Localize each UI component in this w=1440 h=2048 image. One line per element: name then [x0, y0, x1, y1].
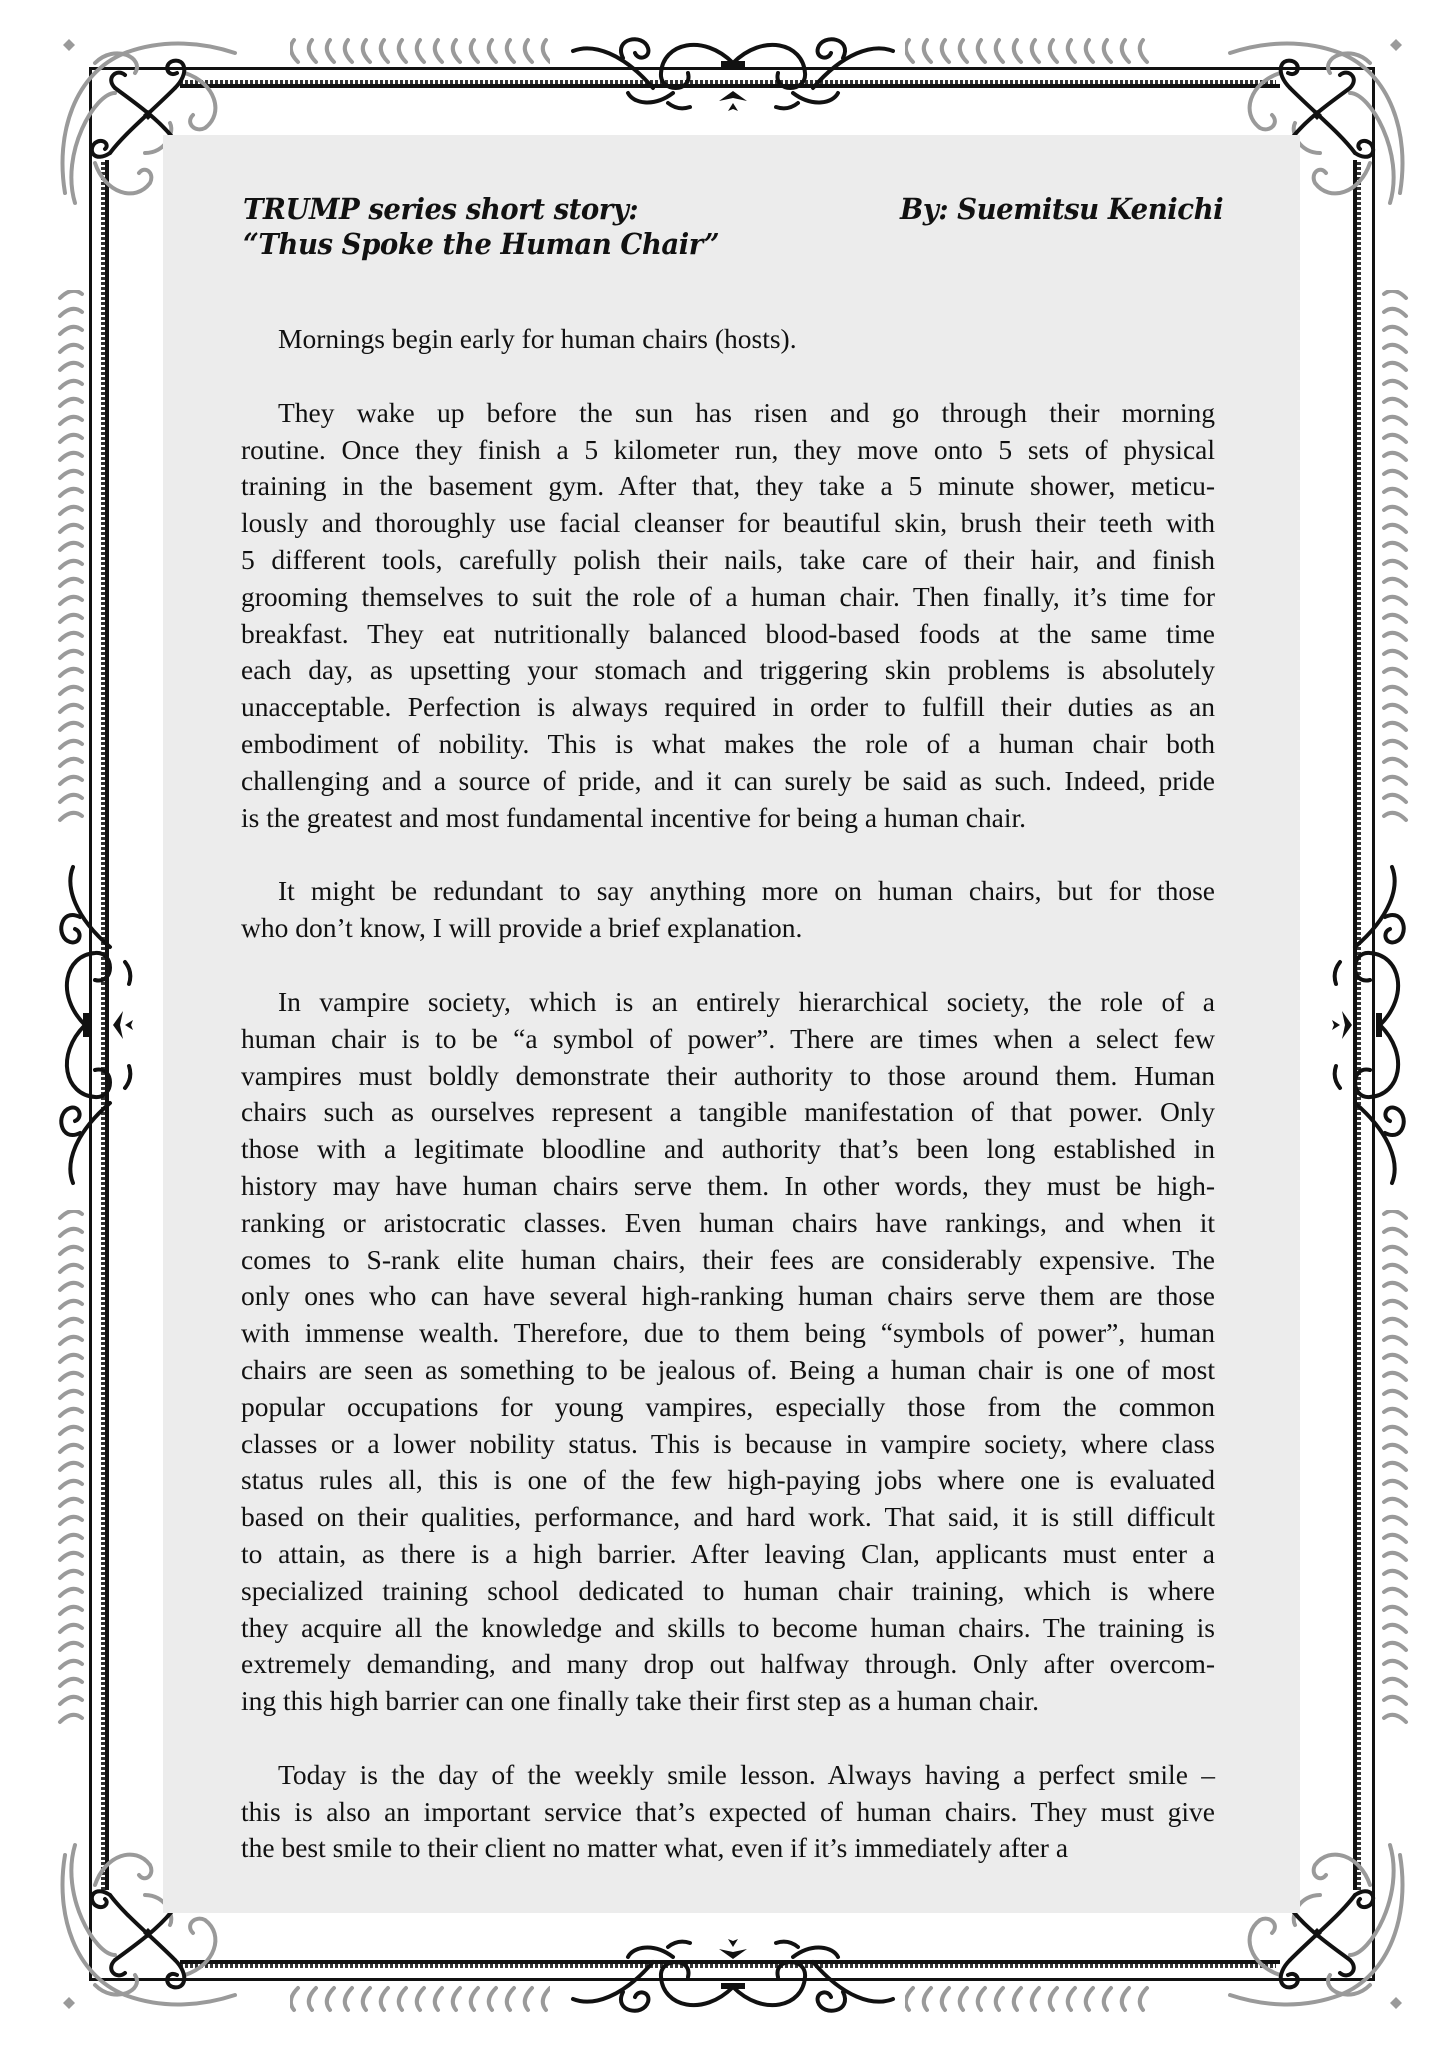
chevron-mark [60, 1283, 82, 1290]
chevron-mark [60, 435, 82, 442]
text-line: ing this high barrier can one finally take their first step as a human chair. [241, 1685, 1040, 1717]
chevron-mark [60, 525, 82, 532]
chevron-mark [1384, 399, 1406, 406]
chevron-mark [1384, 1373, 1406, 1380]
text-line: vampires must boldly demonstrate their authority to those around them. Human [241, 1059, 1215, 1091]
text-line: those with a legitimate bloodline and authority that’s been long established in [241, 1133, 1215, 1165]
chevron-mark [60, 687, 82, 694]
chevron-mark [1384, 1319, 1406, 1326]
chevron-mark [60, 1211, 82, 1218]
chevron-mark [60, 1571, 82, 1578]
chevron-mark [1384, 651, 1406, 658]
chevron-mark [60, 1391, 82, 1398]
text-line: only ones who can have several high-ranking human chairs serve them are those [241, 1280, 1215, 1312]
chevron-mark [60, 1229, 82, 1236]
chevron-mark [60, 507, 82, 514]
chevron-mark [60, 1463, 82, 1470]
chevron-mark [60, 1499, 82, 1506]
chevron-mark [1384, 615, 1406, 622]
text-line: human chair is to be “a symbol of power”. There are times when a select few [241, 1022, 1215, 1054]
text-line: each day, as upsetting your stomach and triggering skin problems is absolutely [241, 654, 1215, 686]
chevron-mark [60, 1409, 82, 1416]
chevron-mark [60, 1535, 82, 1542]
text-line: routine. Once they finish a 5 kilometer run, they move onto 5 sets of physical [241, 433, 1215, 465]
center-scroll-bottom-icon [553, 1932, 913, 2017]
chevron-mark [1384, 435, 1406, 442]
text-line: training in the basement gym. After that, they take a 5 minute shower, meticu- [241, 470, 1215, 502]
chevron-mark [60, 1355, 82, 1362]
chevron-mark [60, 1427, 82, 1434]
chevron-mark [1384, 1679, 1406, 1686]
chevron-mark [60, 1589, 82, 1596]
chevron-mark [60, 471, 82, 478]
chevron-mark [1384, 813, 1406, 820]
chevron-mark [1384, 633, 1406, 640]
chevron-mark [60, 579, 82, 586]
text-line: who don’t know, I will provide a brief explanation. [241, 912, 803, 944]
chevron-pattern-top-right-icon [905, 36, 1165, 66]
text-line: history may have human chairs serve them. In other words, they must be high- [241, 1169, 1215, 1201]
chevron-mark [60, 1445, 82, 1452]
chevron-mark [60, 309, 82, 316]
chevron-mark [1384, 1589, 1406, 1596]
chevron-mark [1384, 795, 1406, 802]
chevron-mark [60, 1373, 82, 1380]
text-line: popular occupations for young vampires, especially those from the common [241, 1390, 1215, 1422]
chevron-mark [1384, 453, 1406, 460]
chevron-mark [1384, 327, 1406, 334]
text-line: Today is the day of the weekly smile lesson. Always having a perfect smile – [278, 1758, 1215, 1790]
text-line: 5 different tools, carefully polish their nails, take care of their hair, and finish [241, 543, 1215, 575]
chevron-mark [1384, 1355, 1406, 1362]
chevron-pattern-left-lower-icon [56, 1210, 86, 1730]
chevron-mark [60, 651, 82, 658]
chevron-mark [60, 1481, 82, 1488]
chevron-mark [1384, 381, 1406, 388]
chevron-mark [60, 1247, 82, 1254]
text-line: specialized training school dedicated to human chair training, which is where [241, 1574, 1215, 1606]
paragraph [241, 395, 1215, 837]
chevron-mark [60, 489, 82, 496]
chevron-mark [1384, 1625, 1406, 1632]
chevron-pattern-bottom-left-icon [290, 1984, 550, 2014]
text-line: It might be redundant to say anything more on human chairs, but for those [278, 875, 1215, 907]
author-byline: By: Suemitsu Kenichi [899, 192, 1223, 226]
text-line: with immense wealth. Therefore, due to them being “symbols of power”, human [241, 1317, 1215, 1349]
chevron-mark [60, 291, 82, 298]
chevron-mark [1384, 1445, 1406, 1452]
chevron-mark [1384, 705, 1406, 712]
story-header [243, 192, 1223, 262]
chevron-mark [60, 1337, 82, 1344]
chevron-mark [1384, 1463, 1406, 1470]
chevron-mark [1384, 723, 1406, 730]
chevron-mark [60, 561, 82, 568]
chevron-mark [60, 1625, 82, 1632]
chevron-mark [60, 453, 82, 460]
text-line: unacceptable. Perfection is always required in order to fulfill their duties as an [241, 691, 1215, 723]
chevron-pattern-top-left-icon [290, 36, 550, 66]
story-title-line-1: TRUMP series short story: [243, 192, 639, 226]
chevron-mark [60, 1607, 82, 1614]
text-line: They wake up before the sun has risen and go through their morning [278, 396, 1215, 428]
chevron-mark [60, 399, 82, 406]
chevron-mark [1384, 687, 1406, 694]
text-line: challenging and a source of pride, and it can surely be said as such. Indeed, pride [241, 764, 1215, 796]
text-line: status rules all, this is one of the few high-paying jobs where one is evaluated [241, 1464, 1215, 1496]
text-line: chairs such as ourselves represent a tangible manifestation of that power. Only [241, 1096, 1215, 1128]
chevron-mark [1384, 1571, 1406, 1578]
chevron-mark [1384, 363, 1406, 370]
chevron-mark [60, 615, 82, 622]
text-line: this is also an important service that’s expected of human chairs. They must give [241, 1795, 1215, 1827]
center-scroll-right-icon [1325, 847, 1410, 1203]
paragraph [241, 1757, 1215, 1867]
chevron-mark [1384, 1427, 1406, 1434]
chevron-mark [1384, 1697, 1406, 1704]
chevron-mark [1384, 1499, 1406, 1506]
chevron-mark [60, 543, 82, 550]
chevron-mark [1384, 1337, 1406, 1344]
chevron-pattern-right-lower-icon [1380, 1210, 1410, 1730]
chevron-mark [1384, 543, 1406, 550]
chevron-mark [60, 1301, 82, 1308]
chevron-mark [60, 1319, 82, 1326]
text-line: embodiment of nobility. This is what makes the role of a human chair both [241, 727, 1215, 759]
chevron-mark [60, 1265, 82, 1272]
text-line: the best smile to their client no matter what, even if it’s immediately after a [241, 1832, 1069, 1864]
chevron-mark [60, 1643, 82, 1650]
chevron-mark [60, 813, 82, 820]
chevron-mark [1384, 561, 1406, 568]
chevron-mark [1384, 471, 1406, 478]
chevron-mark [1384, 345, 1406, 352]
center-scroll-top-icon [553, 33, 913, 118]
text-line: comes to S-rank elite human chairs, their fees are considerably expensive. The [241, 1243, 1215, 1275]
chevron-mark [1384, 1661, 1406, 1668]
chevron-mark [60, 795, 82, 802]
chevron-pattern-right-upper-icon [1380, 290, 1410, 840]
chevron-mark [1384, 309, 1406, 316]
text-line: chairs are seen as something to be jealous of. Being a human chair is one of most [241, 1353, 1215, 1385]
chevron-mark [60, 381, 82, 388]
chevron-mark [1384, 1481, 1406, 1488]
text-line: breakfast. They eat nutritionally balanced blood-based foods at the same time [241, 617, 1215, 649]
chevron-mark [60, 597, 82, 604]
chevron-mark [60, 633, 82, 640]
chevron-mark [1384, 1265, 1406, 1272]
chevron-mark [1384, 417, 1406, 424]
chevron-mark [1384, 1283, 1406, 1290]
chevron-mark [1384, 759, 1406, 766]
text-line: they acquire all the knowledge and skills to become human chairs. The training is [241, 1611, 1215, 1643]
text-line: extremely demanding, and many drop out halfway through. Only after overcom- [241, 1648, 1215, 1680]
chevron-mark [60, 1697, 82, 1704]
chevron-mark [60, 345, 82, 352]
chevron-mark [1384, 777, 1406, 784]
text-line: In vampire society, which is an entirely hierarchical society, the role of a [278, 985, 1215, 1017]
chevron-mark [60, 705, 82, 712]
story-body [241, 321, 1215, 1904]
text-line: grooming themselves to suit the role of a human chair. Then finally, it’s time for [241, 580, 1215, 612]
paragraph [241, 984, 1215, 1720]
chevron-mark [1384, 741, 1406, 748]
chevron-mark [1384, 291, 1406, 298]
chevron-mark [60, 363, 82, 370]
text-line: lously and thoroughly use facial cleanser for beautiful skin, brush their teeth with [241, 507, 1215, 539]
chevron-mark [1384, 1715, 1406, 1722]
chevron-mark [1384, 1553, 1406, 1560]
text-line: ranking or aristocratic classes. Even human chairs have rankings, and when it [241, 1206, 1215, 1238]
text-line: Mornings begin early for human chairs (hosts). [278, 323, 797, 354]
paragraph [241, 873, 1215, 947]
chevron-mark [60, 1715, 82, 1722]
chevron-mark [1384, 1517, 1406, 1524]
chevron-mark [1384, 1247, 1406, 1254]
chevron-mark [1384, 597, 1406, 604]
text-line: is the greatest and most fundamental incentive for being a human chair. [241, 801, 1027, 833]
chevron-mark [1384, 1535, 1406, 1542]
chevron-mark [60, 759, 82, 766]
center-scroll-left-icon [55, 847, 140, 1203]
text-line: based on their qualities, performance, and hard work. That said, it is still difficult [241, 1501, 1215, 1533]
chevron-mark [60, 1553, 82, 1560]
chevron-mark [60, 327, 82, 334]
chevron-mark [60, 1517, 82, 1524]
chevron-mark [1384, 1643, 1406, 1650]
story-title-line-2: “Thus Spoke the Human Chair” [243, 227, 720, 261]
chevron-mark [1384, 1391, 1406, 1398]
chevron-mark [1384, 1409, 1406, 1416]
text-line: classes or a lower nobility status. This is because in vampire society, where class [241, 1427, 1215, 1459]
chevron-mark [60, 1661, 82, 1668]
chevron-mark [1384, 525, 1406, 532]
chevron-mark [1384, 507, 1406, 514]
chevron-pattern-bottom-right-icon [905, 1984, 1165, 2014]
chevron-mark [1384, 1607, 1406, 1614]
chevron-mark [1384, 1301, 1406, 1308]
chevron-mark [60, 723, 82, 730]
chevron-mark [60, 777, 82, 784]
chevron-mark [1384, 579, 1406, 586]
paragraph [241, 321, 1215, 358]
chevron-mark [60, 417, 82, 424]
text-line: to attain, as there is a high barrier. After leaving Clan, applicants must enter a [241, 1537, 1215, 1569]
chevron-pattern-left-upper-icon [56, 290, 86, 840]
chevron-mark [1384, 1211, 1406, 1218]
chevron-mark [1384, 669, 1406, 676]
chevron-mark [60, 741, 82, 748]
chevron-mark [60, 669, 82, 676]
chevron-mark [1384, 489, 1406, 496]
chevron-mark [60, 1679, 82, 1686]
chevron-mark [1384, 1229, 1406, 1236]
